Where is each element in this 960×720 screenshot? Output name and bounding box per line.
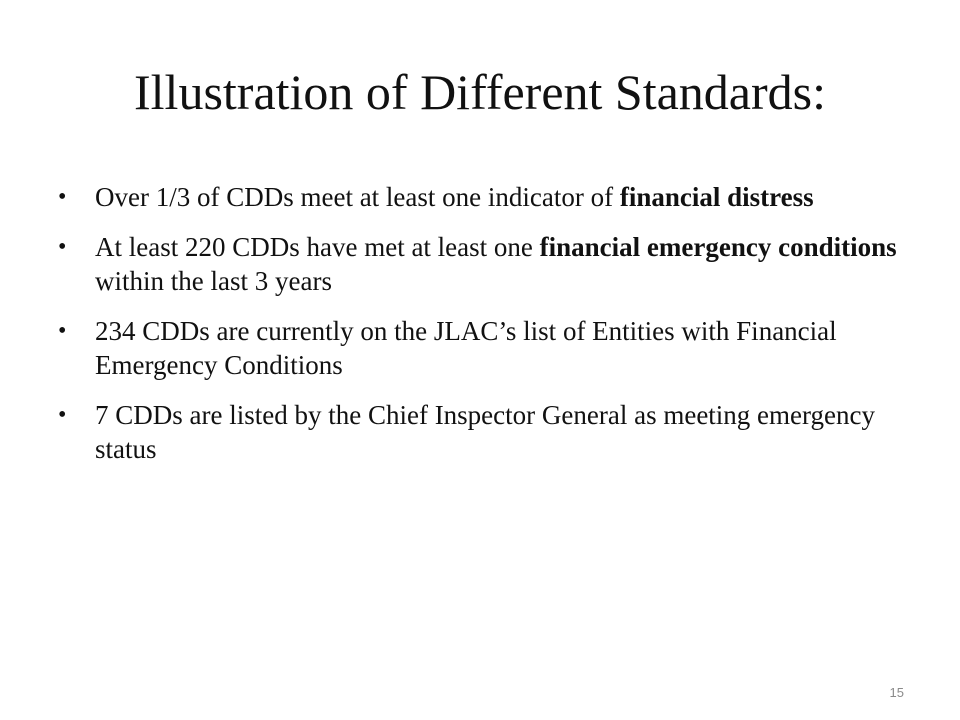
bullet-item-1: [58, 180, 898, 214]
bullet-text: 234 CDDs are currently on the JLAC’s list of Entities with Financial Emergency Conditions: [95, 316, 837, 380]
slide-title: Illustration of Different Standards:: [134, 64, 826, 120]
bullet-text: At least 220 CDDs have met at least one: [95, 232, 540, 262]
bullet-item-2: [58, 230, 898, 298]
bullet-text: 7 CDDs are listed by the Chief Inspector General as meeting emergency status: [95, 400, 875, 464]
bullet-bold-text: financial distress: [619, 182, 814, 212]
bullet-item-4: [58, 398, 898, 466]
bullet-text: Over 1/3 of CDDs meet at least one indicator of: [95, 182, 620, 212]
bullet-bold-text: financial emergency conditions: [539, 232, 897, 262]
bullet-item-3: [58, 314, 898, 382]
bullet-marker: •: [58, 402, 67, 428]
bullet-marker: •: [58, 234, 67, 260]
bullet-list: [58, 180, 898, 482]
page-number: 15: [889, 685, 904, 700]
bullet-text-tail: within the last 3 years: [95, 266, 332, 296]
bullet-marker: •: [58, 184, 67, 210]
bullet-marker: •: [58, 318, 67, 344]
